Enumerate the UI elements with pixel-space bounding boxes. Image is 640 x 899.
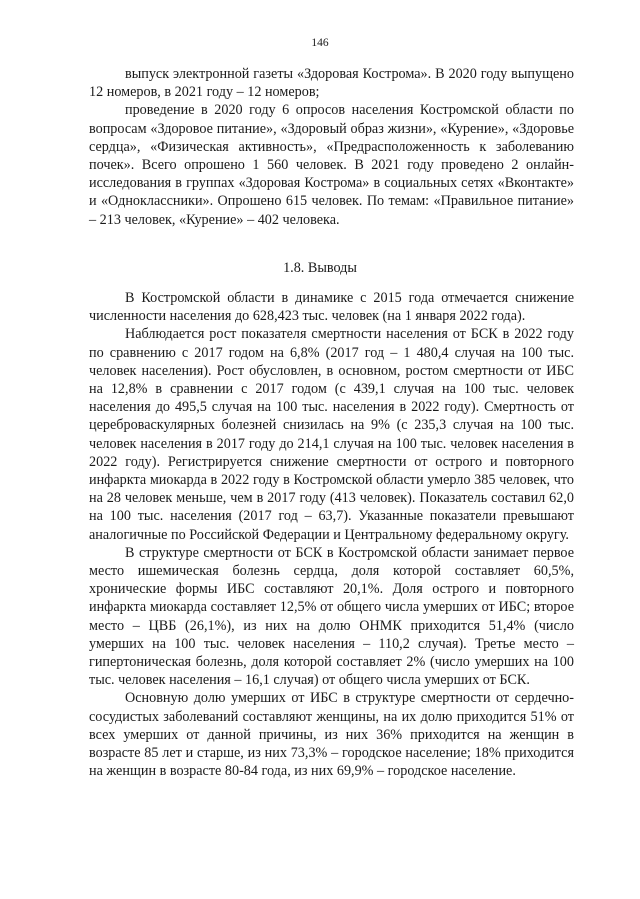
body-paragraph: Наблюдается рост показателя смертности населения от БСК в 2022 году по сравнению с 2017 годом на 6,8% (2017 год – 1 480,4 случая на 100 тыс. человек населения). Рост обусловлен, в основном, ростом смертности от ИБС на 12,8% в сравнении с 2017 годом (с 439,1 случая на 100 тыс. человек населения до 495,5 случая на 100 тыс. населения в 2022 году). Смертность от цереброваскулярных болезней снизилась на 9% (с 235,3 случая на 100 тыс. человек населения в 2017 году до 214,1 случая на 100 тыс. человек населения в 2022 году). Регистрируется снижение смертности от острого и повторного инфаркта миокарда в 2022 году в Костромской области умерло 385 человек, что на 28 человек меньше, чем в 2017 году (413 человек). Показатель составил 62,0 на 100 тыс. населения (2017 год – 63,7). Указанные показатели превышают аналогичные по Российской Федерации и Центральному федеральному округу.	[89, 326, 574, 543]
page-number: 146	[311, 37, 329, 49]
body-paragraph: В Костромской области в динамике с 2015 года отмечается снижение численности населения до 628,423 тыс. человек (на 1 января 2022 года).	[89, 290, 574, 325]
body-paragraph: В структуре смертности от БСК в Костромской области занимает первое место ишемическая болезнь сердца, доля которой составляет 60,5%, хронические формы ИБС составляют 20,1%. Доля острого и повторного инфаркта миокарда составляет 12,5% от общего числа умерших от ИБС; второе место – ЦВБ (26,1%), из них на долю ОНМК приходится 51,4% (число умерших на 100 тыс. человек населения – 110,2 случая). Третье место – гипертоническая болезнь, доля которой составляет 2% (число умерших на 100 тыс. человек населения – 16,1 случая) от общего числа умерших от БСК.	[89, 544, 574, 689]
body-paragraph: Основную долю умерших от ИБС в структуре смертности от сердечно- сосудистых заболеваний составляют женщины, на их долю приходится 51% от всех умерших от данной причины, из них 36% приходится на женщин в возрасте 85 лет и старше, из них 73,3% – городское население; 18% приходится на женщин в возрасте 80-84 года, из них 69,9% – городское население.	[89, 690, 574, 780]
intro-paragraph: выпуск электронной газеты «Здоровая Кострома». В 2020 году выпущено 12 номеров, в 2021 году – 12 номеров;	[89, 66, 574, 101]
conclusions-text-block	[89, 289, 574, 780]
intro-paragraph: проведение в 2020 году 6 опросов населения Костромской области по вопросам «Здоровое питание», «Здоровый образ жизни», «Курение», «Здоровье сердца», «Физическая активность», «Предрасположенность к заболеванию почек». Всего опрошено 1 560 человек. В 2021 году проведено 2 онлайн-исследования в группах «Здоровая Кострома» в социальных сетях «Вконтакте» и «Одноклассники». Опрошено 615 человек. По темам: «Правильное питание» – 213 человек, «Курение» – 402 человека.	[89, 102, 574, 228]
intro-text-block	[89, 65, 574, 229]
section-heading: 1.8. Выводы	[283, 260, 357, 276]
